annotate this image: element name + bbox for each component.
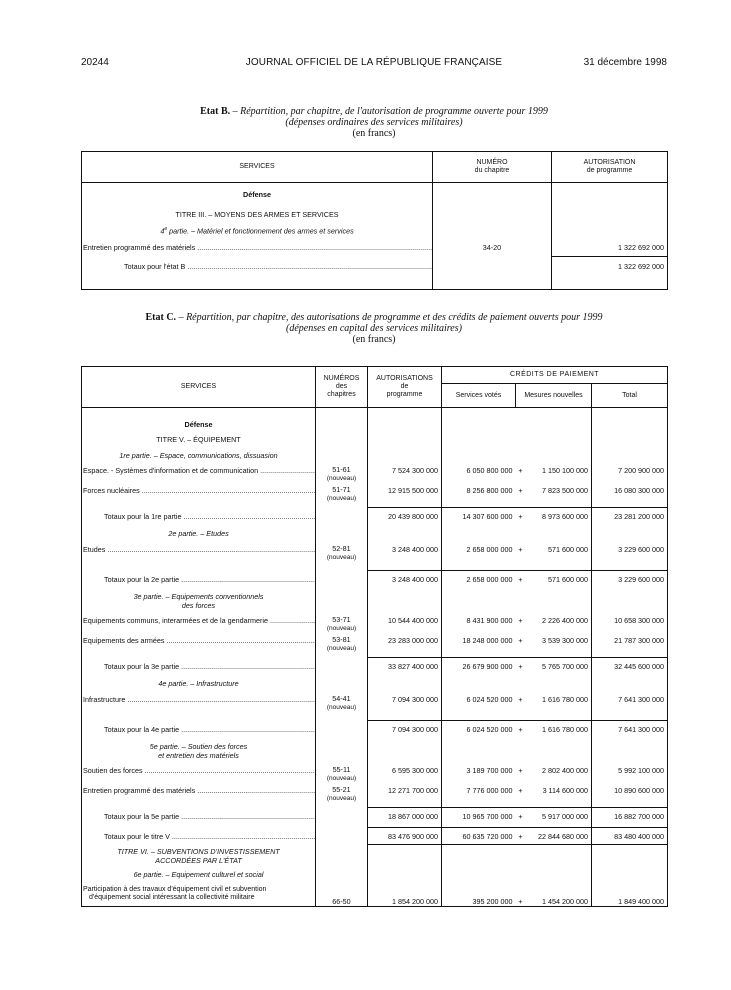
total-total: 16 882 700 000 [592, 808, 668, 825]
row-services-votes: 7 776 000 000 [442, 784, 516, 804]
total-total: 3 229 600 000 [592, 571, 668, 588]
total-ap: 18 867 000 000 [368, 808, 442, 825]
row-services-votes: 8 431 900 000 [442, 614, 516, 634]
col-autorisation: AUTORISATION de programme [552, 152, 668, 183]
total-label: Totaux pour la 4e partie ..... [82, 721, 316, 738]
row-label: Entretien programmé des matériels ..... [82, 239, 433, 257]
row-mesures-nouvelles: 7 823 500 000 [542, 485, 588, 495]
partie-3-heading [82, 588, 668, 614]
total-mesures-nouvelles: 1 616 780 000 [526, 721, 592, 738]
etat-b-table [81, 151, 668, 290]
table-row [82, 464, 668, 484]
partie-4-heading: 4e partie. – Matériel et fonctionnement des armes et services [160, 225, 354, 236]
etat-b-subtitle: (dépenses ordinaires des services militaires) [285, 117, 463, 128]
row-chapter: 53-71 (nouveau) [316, 614, 368, 634]
total-ap: 33 827 400 000 [368, 658, 442, 675]
row-services-votes: 395 200 000 [442, 883, 516, 907]
total-services-votes: 60 635 720 000 [442, 828, 516, 845]
col-numeros: NUMÉROS des chapitres [316, 367, 368, 408]
nouveau-label: (nouveau) [326, 774, 357, 782]
row-ap: 1 854 200 000 [368, 883, 442, 907]
row-chapter: 51-71 (nouveau) [316, 484, 368, 504]
row-plus: + [518, 485, 523, 495]
etat-c-currency: (en francs) [352, 334, 396, 345]
row-chapter: 54-41 (nouveau) [316, 693, 368, 713]
etat-b-title [81, 106, 667, 139]
page-header [81, 57, 667, 71]
total-label: Totaux pour le titre V ..... [82, 828, 316, 845]
total-plus: + [516, 508, 526, 525]
total-total: 83 480 400 000 [592, 828, 668, 845]
row-total: 10 890 600 000 [592, 784, 668, 804]
row-plus: + [518, 694, 523, 704]
total-services-votes: 6 024 520 000 [442, 721, 516, 738]
table-row [82, 239, 668, 257]
titre-vi-heading [82, 845, 668, 867]
row-ap: 23 283 000 000 [368, 634, 442, 654]
nouveau-label: (nouveau) [326, 624, 357, 632]
total-services-votes: 2 658 000 000 [442, 571, 516, 588]
total-row [82, 257, 668, 277]
table-row [82, 693, 668, 713]
total-total: 7 641 300 000 [592, 721, 668, 738]
col-mesures-nouvelles: Mesures nouvelles [516, 384, 592, 408]
row-label: Equipements communs, interarmées et de la gendarmerie ..... [82, 614, 316, 634]
col-credits-paiement: CRÉDITS DE PAIEMENT [442, 367, 668, 384]
defense-heading [82, 418, 668, 432]
nouveau-label: (nouveau) [326, 474, 357, 482]
row-plus: + [518, 785, 523, 795]
defense-heading-text: Défense [184, 420, 213, 429]
total-services-votes: 10 965 700 000 [442, 808, 516, 825]
partie-6-heading [82, 867, 668, 883]
page-date: 31 décembre 1998 [583, 57, 667, 68]
partie-5-heading-text: 5e partie. – Soutien des forces et entretien des matériels [149, 741, 248, 760]
total-value: 1 322 692 000 [552, 257, 668, 277]
row-ap: 7 094 300 000 [368, 693, 442, 713]
partie-3-heading-text: 3e partie. – Equipements conventionnels des forces [133, 591, 264, 610]
total-label: Totaux pour la 5e partie ..... [82, 808, 316, 825]
row-services-votes: 8 256 800 000 [442, 484, 516, 504]
row-services-votes: 6 024 520 000 [442, 693, 516, 713]
row-plus: + [518, 544, 523, 554]
total-ap: 83 476 900 000 [368, 828, 442, 845]
etat-b-description: – Répartition, par chapitre, de l'autorisation de programme ouverte pour 1999 [230, 106, 548, 117]
row-label: Espace. - Systèmes d'information et de communication ..... [82, 464, 316, 484]
col-services-votes: Services votés [442, 384, 516, 408]
total-label: Totaux pour la 2e partie ..... [82, 571, 316, 588]
total-plus: + [516, 828, 526, 845]
row-chapter: 55-21 (nouveau) [316, 784, 368, 804]
total-services-votes: 26 679 900 000 [442, 658, 516, 675]
row-ap: 3 248 400 000 [368, 543, 442, 563]
row-total: 1 849 400 000 [592, 883, 668, 907]
total-mesures-nouvelles: 8 973 600 000 [526, 508, 592, 525]
etat-b-currency: (en francs) [352, 128, 396, 139]
total-row [82, 571, 668, 588]
table-row [82, 634, 668, 654]
total-row [82, 808, 668, 825]
row-total: 21 787 300 000 [592, 634, 668, 654]
col-services: SERVICES [180, 383, 217, 390]
row-chapter: 34-20 [433, 239, 552, 257]
table-row [82, 764, 668, 784]
row-ap: 12 271 700 000 [368, 784, 442, 804]
row-label: Entretien programmé des matériels ..... [82, 784, 316, 804]
partie-2-heading-text: 2e partie. – Etudes [168, 529, 229, 538]
total-plus: + [516, 658, 526, 675]
total-plus: + [516, 571, 526, 588]
total-total: 23 281 200 000 [592, 508, 668, 525]
row-total: 7 641 300 000 [592, 693, 668, 713]
row-plus: + [518, 615, 523, 625]
partie-6-heading-text: 6e partie. – Equipement culturel et social [133, 870, 264, 879]
row-ap: 7 524 300 000 [368, 464, 442, 484]
row-label: Soutien des forces ..... [82, 764, 316, 784]
total-mesures-nouvelles: 571 600 000 [526, 571, 592, 588]
journal-title: JOURNAL OFFICIEL DE LA RÉPUBLIQUE FRANÇAISE [245, 57, 503, 68]
table-row [82, 883, 668, 907]
total-row [82, 508, 668, 525]
row-total: 3 229 600 000 [592, 543, 668, 563]
nouveau-label: (nouveau) [326, 553, 357, 561]
etat-c-subtitle: (dépenses en capital des services militaires) [286, 323, 462, 334]
table-row [82, 543, 668, 563]
titre-v-heading-text: TITRE V. – ÉQUIPEMENT [156, 435, 241, 444]
row-mesures-nouvelles: 2 226 400 000 [542, 615, 588, 625]
row-ap: 6 595 300 000 [368, 764, 442, 784]
row-label: Forces nucléaires ..... [82, 484, 316, 504]
row-mesures-nouvelles: 571 600 000 [548, 544, 588, 554]
row-total: 7 200 900 000 [592, 464, 668, 484]
row-chapter: 52-81 (nouveau) [316, 543, 368, 563]
row-plus: + [518, 465, 523, 475]
row-label: Equipements des armées ..... [82, 634, 316, 654]
nouveau-label: (nouveau) [326, 644, 357, 652]
row-services-votes: 18 248 000 000 [442, 634, 516, 654]
col-numero: NUMÉRO du chapitre [433, 152, 552, 183]
row-mesures-nouvelles: 1 616 780 000 [542, 694, 588, 704]
partie-1-heading-text: 1re partie. – Espace, communications, dissuasion [119, 451, 278, 460]
row-plus: + [518, 897, 523, 906]
row-chapter: 51-61 (nouveau) [316, 464, 368, 484]
etat-b-label: Etat B. [200, 106, 231, 117]
col-total: Total [592, 384, 668, 408]
partie-5-heading [82, 738, 668, 764]
total-row [82, 721, 668, 738]
nouveau-label: (nouveau) [326, 794, 357, 802]
etat-c-table [81, 366, 668, 907]
titre-v-heading [82, 432, 668, 448]
etat-c-description: – Répartition, par chapitre, des autorisations de programme et des crédits de paiement ouverts pour 1999 [176, 312, 603, 323]
partie-4-heading-text: 4e partie. – Infrastructure [158, 679, 239, 688]
defense-heading: Défense [243, 190, 271, 200]
row-mesures-nouvelles: 3 539 300 000 [542, 635, 588, 645]
row-services-votes: 2 658 000 000 [442, 543, 516, 563]
row-total: 16 080 300 000 [592, 484, 668, 504]
total-label: Totaux pour la 1re partie ..... [82, 508, 316, 525]
titre-vi-heading-text: TITRE VI. – SUBVENTIONS D'INVESTISSEMENT ACCORDÉES PAR L'ÉTAT [117, 846, 280, 865]
total-plus: + [516, 721, 526, 738]
titre-iii-heading: TITRE III. – MOYENS DES ARMES ET SERVICES [175, 210, 339, 219]
col-autorisations: AUTORISATIONS de programme [368, 367, 442, 408]
total-label: Totaux pour la 3e partie ..... [82, 658, 316, 675]
row-ap: 10 544 400 000 [368, 614, 442, 634]
total-services-votes: 14 307 600 000 [442, 508, 516, 525]
row-label: Participation à des travaux d'équipement civil et subvention d'équipement social intéressant la collectivité militaire [83, 886, 267, 902]
row-total: 10 658 300 000 [592, 614, 668, 634]
row-chapter: 53-81 (nouveau) [316, 634, 368, 654]
total-plus: + [516, 808, 526, 825]
total-row [82, 828, 668, 845]
row-mesures-nouvelles: 2 802 400 000 [542, 765, 588, 775]
row-ap: 12 915 500 000 [368, 484, 442, 504]
table-row [82, 614, 668, 634]
table-row [82, 784, 668, 804]
total-mesures-nouvelles: 22 844 680 000 [526, 828, 592, 845]
total-total: 32 445 600 000 [592, 658, 668, 675]
etat-c-title [81, 312, 667, 345]
row-total: 5 992 100 000 [592, 764, 668, 784]
page-number: 20244 [81, 57, 109, 68]
partie-1-heading [82, 448, 668, 464]
table-row [82, 484, 668, 504]
total-mesures-nouvelles: 5 765 700 000 [526, 658, 592, 675]
total-label: Totaux pour l'état B ..... [82, 257, 433, 277]
row-mesures-nouvelles: 3 114 600 000 [542, 785, 588, 795]
etat-c-label: Etat C. [145, 312, 177, 323]
row-chapter: 55-11 (nouveau) [316, 764, 368, 784]
row-mesures-nouvelles: 1 454 200 000 [542, 897, 588, 906]
partie-2-heading [82, 525, 668, 543]
row-services-votes: 6 050 800 000 [442, 464, 516, 484]
total-ap: 3 248 400 000 [368, 571, 442, 588]
row-label: Etudes ..... [82, 543, 316, 563]
total-mesures-nouvelles: 5 917 000 000 [526, 808, 592, 825]
total-ap: 20 439 800 000 [368, 508, 442, 525]
total-row [82, 658, 668, 675]
total-ap: 7 094 300 000 [368, 721, 442, 738]
row-value: 1 322 692 000 [552, 239, 668, 257]
row-plus: + [518, 765, 523, 775]
row-services-votes: 3 189 700 000 [442, 764, 516, 784]
row-label: Infrastructure ..... [82, 693, 316, 713]
nouveau-label: (nouveau) [326, 703, 357, 711]
row-chapter: 66-50 [316, 883, 368, 907]
col-services: SERVICES [239, 163, 275, 170]
nouveau-label: (nouveau) [326, 494, 357, 502]
row-plus: + [518, 635, 523, 645]
row-mesures-nouvelles: 1 150 100 000 [542, 465, 588, 475]
partie-4-heading [82, 675, 668, 693]
